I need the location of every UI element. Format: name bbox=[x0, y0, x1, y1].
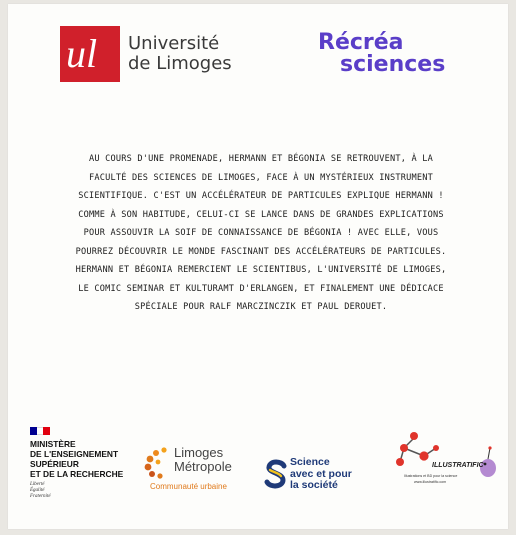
french-flag-icon bbox=[30, 427, 50, 435]
page bbox=[8, 4, 508, 529]
universite-logo-text bbox=[128, 34, 232, 74]
illustratific-title: ILLUSTRATIFIC bbox=[432, 462, 484, 469]
ministere-line2: DE L'ENSEIGNEMENT bbox=[30, 449, 119, 459]
limoges-line2: Métropole bbox=[174, 459, 232, 474]
dots-icon bbox=[144, 446, 178, 480]
ministere-name bbox=[30, 439, 142, 479]
ministere-logo bbox=[30, 427, 142, 500]
ministere-line1: MINISTÈRE bbox=[30, 439, 76, 449]
science-line1: Science bbox=[290, 456, 330, 468]
illustratific-logo bbox=[388, 428, 498, 498]
limoges-metropole-name bbox=[174, 446, 232, 474]
body-paragraph: AU COURS D'UNE PROMENADE, HERMANN ET BÉGONIA SE RETROUVENT, À LA FACULTÉ DES SCIENCES DE LIMOGES, FACE À UN MYSTÉRIEUX INSTRUMENT SCIENTIFIQUE. C'EST UN ACCÉLÉRATEUR DE PARTICULES EXPLIQUE HERMANN ! COMME À SON HABITUDE, CELUI-CI SE LANCE DANS DE GRANDES EXPLICATIONS POUR ASSOUVIR LA SOIF DE CONNAISSANCE DE BÉGONIA ! AVEC ELLE, VOUS POURREZ DÉCOUVRIR LE MONDE FASCINANT DES ACCÉLÉRATEURS DE PARTICULES. HERMANN ET BÉGONIA REMERCIENT LE SCIENTIBUS, L'UNIVERSITÉ DE LIMOGES, LE COMIC SEMINAR ET KULTURAMT D'ERLANGEN, ET FINALEMENT UNE DÉDICACE SPÉCIALE POUR RALF MARCZINCZIK ET PAUL DEROUET. bbox=[75, 154, 447, 312]
motto-liberte: Liberté bbox=[30, 482, 45, 487]
science-line3: la société bbox=[290, 479, 338, 491]
science-s-icon bbox=[264, 458, 288, 490]
motto-egalite: Égalité bbox=[30, 488, 45, 493]
science-societe-name bbox=[290, 457, 352, 492]
universite-line2: de Limoges bbox=[128, 53, 232, 74]
universite-line1: Université bbox=[128, 33, 220, 54]
illustratific-url: www.illustratific.com bbox=[414, 480, 447, 484]
limoges-line1: Limoges bbox=[174, 445, 224, 460]
limoges-metropole-logo bbox=[144, 444, 244, 494]
recrea-line2: sciences bbox=[340, 52, 446, 77]
illustratific-subtitle: Illustrations et BD pour la science bbox=[404, 474, 458, 478]
limoges-subtitle: Communauté urbaine bbox=[150, 482, 227, 491]
universite-logo-letters: ul bbox=[66, 31, 98, 76]
recrea-line1: Récréa bbox=[318, 30, 404, 55]
universite-logo-mark bbox=[60, 26, 120, 82]
motto-fraternite: Fraternité bbox=[30, 494, 51, 499]
science-societe-logo bbox=[264, 456, 374, 496]
recreasciences-logo bbox=[318, 32, 445, 76]
ministere-line4: ET DE LA RECHERCHE bbox=[30, 469, 124, 479]
science-line2: avec et pour bbox=[290, 467, 352, 480]
ministere-motto bbox=[30, 482, 142, 500]
ministere-line3: SUPÉRIEUR bbox=[30, 459, 79, 469]
